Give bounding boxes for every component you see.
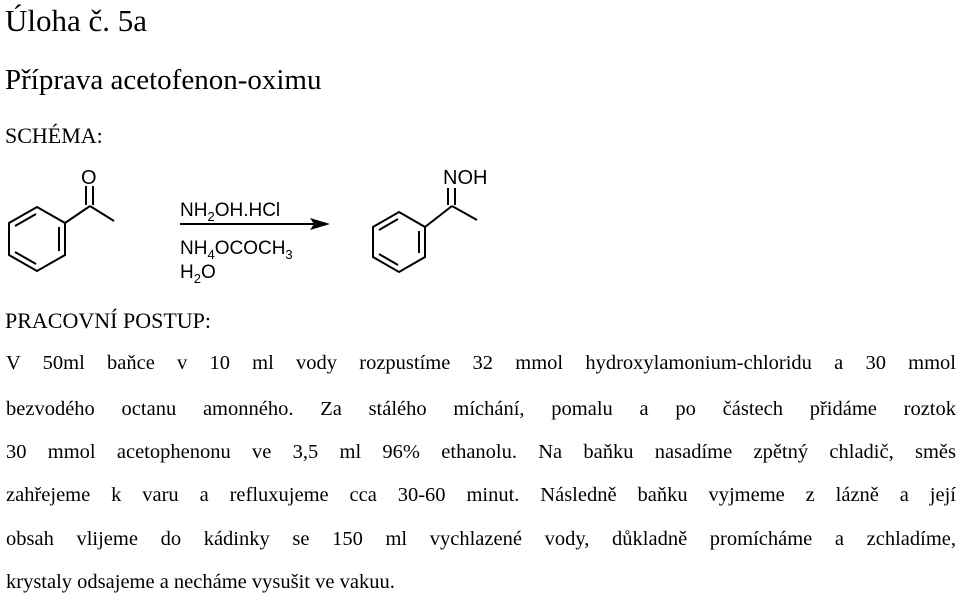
schema-heading: SCHÉMA:	[5, 123, 103, 148]
procedure-line: V 50ml baňce v 10 ml vody rozpustíme 32 mmol hydroxylamonium-chloridu a 30 mmol	[6, 352, 956, 374]
acetophenone-structure	[9, 186, 114, 271]
procedure-line: zahřejeme k varu a refluxujeme cca 30-60 minut. Následně baňku vyjmeme z lázně a její	[6, 484, 956, 506]
page-title: Příprava acetofenon-oximu	[5, 64, 322, 96]
procedure-line: bezvodého octanu amonného. Za stálého míchání, pomalu a po částech přidáme roztok	[6, 398, 956, 420]
procedure-heading: PRACOVNÍ POSTUP:	[5, 308, 211, 333]
reagent-line-3: $H_2O$	[180, 262, 216, 286]
oxime-group-label: NOH	[443, 167, 488, 189]
reagent-line-1: $NH_2OH.HCl$	[180, 200, 281, 224]
acetophenone-oxime-structure	[373, 188, 477, 272]
task-title: Úloha č. 5a	[5, 3, 148, 38]
reagent-line-2: $NH_4OCOCH_3$	[180, 238, 293, 262]
procedure-line: 30 mmol acetophenonu ve 3,5 ml 96% ethanolu. Na baňku nasadíme zpětný chladič, směs	[6, 441, 956, 463]
carbonyl-oxygen-label: O	[81, 167, 97, 189]
reaction-scheme	[0, 160, 520, 290]
procedure-line: obsah vlijeme do kádinky se 150 ml vychlazené vody, důkladně promícháme a zchladíme,	[6, 528, 956, 550]
procedure-line: krystaly odsajeme a necháme vysušit ve vakuu.	[6, 571, 395, 593]
